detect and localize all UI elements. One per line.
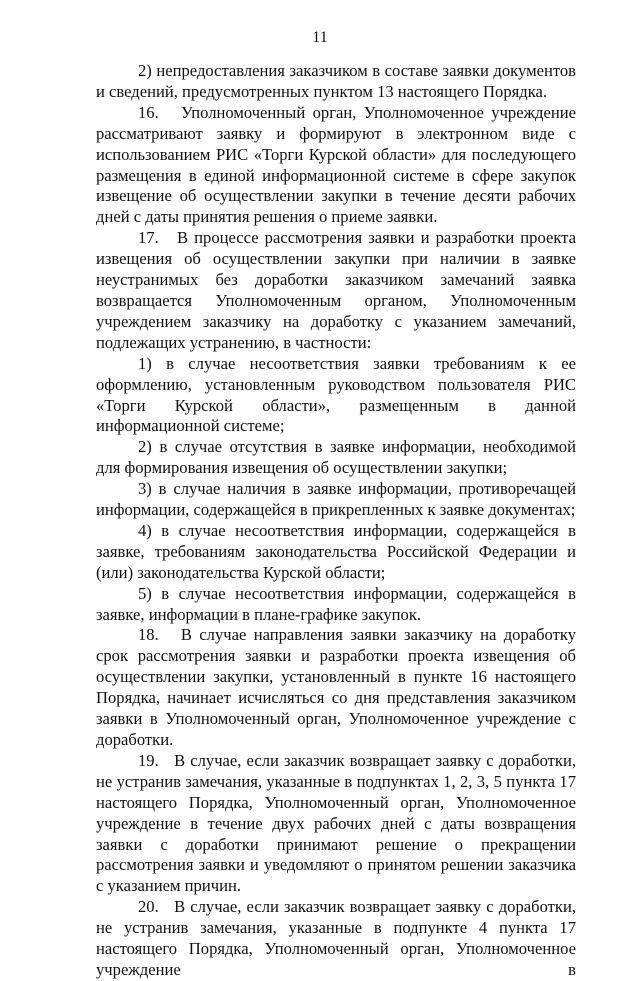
paragraph-20: 20. В случае, если заказчик возвращает заявку с доработки, не устранив замечания, указанные в подпункте 4 пункта 17 настоящего Порядка, Уполномоченный орган, Уполномоченное учреждение в xyxy=(96,897,576,979)
paragraph-17-item-3: 3) в случае наличия в заявке информации, противоречащей информации, содержащейся в прикрепленных к заявке документах; xyxy=(96,479,576,520)
paragraph-19: 19. В случае, если заказчик возвращает заявку с доработки, не устранив замечания, указанные в подпунктах 1, 2, 3, 5 пункта 17 настоящего Порядка, Уполномоченный орган, Уполномоченное учреждение в течение двух рабочих дней с даты возвращения заявки с доработки принимают решение о прекращении рассмотрения заявки и уведомляют о принятом решении заказчика с указанием причин. xyxy=(96,750,576,896)
paragraph-17-item-4: 4) в случае несоответствия информации, содержащейся в заявке, требованиям законодательства Российской Федерации и (или) законодательства Курской области; xyxy=(96,520,576,582)
paragraph-15-item-2: 2) непредоставления заказчиком в составе заявки документов и сведений, предусмотренных пунктом 13 настоящего Порядка. xyxy=(96,61,576,101)
paragraph-17-item-5: 5) в случае несоответствия информации, содержащейся в заявке, информации в плане-графике закупок. xyxy=(96,583,576,624)
paragraph-16: 16. Уполномоченный орган, Уполномоченное учреждение рассматривают заявку и формируют в электронном виде с использованием РИС «Торги Курской области» для последующего размещения в единой информационной системе в сфере закупок извещение об осуществлении закупки в течение десяти рабочих дней с даты принятия решения о приеме заявки. xyxy=(96,102,576,227)
paragraph-18: 18. В случае направления заявки заказчику на доработку срок рассмотрения заявки и разработки проекта извещения об осуществлении закупки, установленный в пункте 16 настоящего Порядка, начинает исчисляться со дня представления заказчиком заявки в Уполномоченный орган, Уполномоченное учреждение с доработки. xyxy=(96,625,576,749)
document-body xyxy=(96,61,576,981)
paragraph-17-item-2: 2) в случае отсутствия в заявке информации, необходимой для формирования извещения об осуществлении закупки; xyxy=(96,437,576,478)
paragraph-17-item-1: 1) в случае несоответствия заявки требованиям к ее оформлению, установленным руководством пользователя РИС «Торги Курской области», размещенным в данной информационной системе; xyxy=(96,353,576,436)
page-number: 11 xyxy=(312,29,328,46)
paragraph-17: 17. В процессе рассмотрения заявки и разработки проекта извещения об осуществлении закупки при наличии в заявке неустранимых без доработки заказчиком замечаний заявка возвращается Уполномоченным органом, Уполномоченным учреждением заказчику на доработку с указанием замечаний, подлежащих устранению, в частности: xyxy=(96,228,576,352)
